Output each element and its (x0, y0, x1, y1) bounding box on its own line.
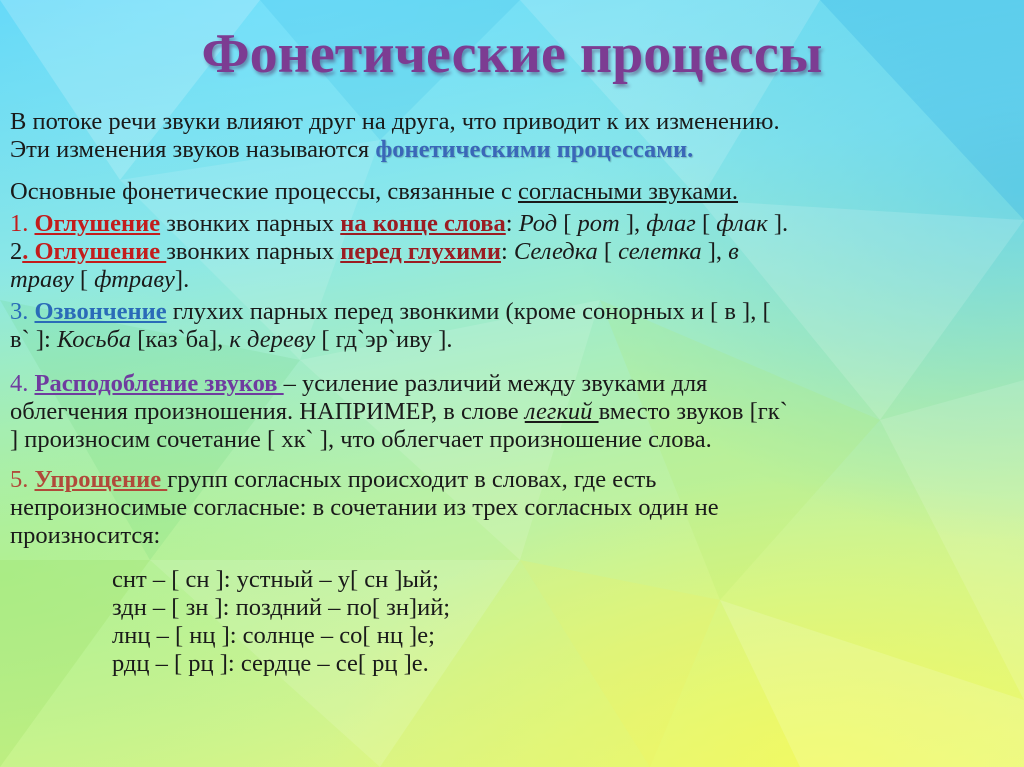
example-seledka: Селедка (513, 238, 598, 265)
example-flag: флаг (646, 210, 696, 237)
dissimilation-term: Расподобление звуков (34, 370, 284, 397)
process-3-line-2 (10, 326, 1010, 354)
transcription-gderivu: [ гд`эр`иву ]. (315, 326, 453, 353)
before-voiceless-condition: перед глухими (340, 238, 501, 265)
transcription-seletka: селетка (618, 238, 702, 265)
process-1-and-2 (10, 210, 1010, 294)
simplification-examples (112, 566, 812, 678)
example-line: рдц – [ рц ]: сердце – се[ рц ]е. (112, 650, 429, 677)
process-1-colon: : (505, 210, 519, 237)
bracket-open-2: [ (695, 210, 717, 237)
process-3-number: 3. (10, 298, 35, 325)
process-1-text: звонких парных (160, 210, 341, 237)
consonants-term: согласными звуками. (517, 178, 739, 205)
process-4-text-3: вместо звуков [гк` (598, 398, 788, 425)
process-2-line-2 (10, 266, 1010, 294)
example-line: лнц – [ нц ]: солнце – со[ нц ]е; (112, 622, 435, 649)
process-2-line (10, 238, 1010, 266)
process-4-text: – усиление различий между звуками для (283, 370, 708, 397)
process-5 (10, 466, 1010, 550)
transcription-kazba: [каз`ба], (131, 326, 230, 353)
bracket-close-4: ]. (174, 266, 190, 293)
process-5-line-2: непроизносимые согласные: в сочетании из трех согласных один не (10, 494, 719, 521)
intro-line-2 (10, 136, 1010, 164)
process-2-colon: : (500, 238, 514, 265)
example-kosba: Косьба (56, 326, 132, 353)
process-5-line-3: произносится: (10, 522, 161, 549)
bracket-close-1: ], (619, 210, 647, 237)
bracket-open-1: [ (557, 210, 578, 237)
bracket-open-3: [ (597, 238, 619, 265)
transcription-rot: рот (577, 210, 620, 237)
bracket-close-2: ]. (767, 210, 789, 237)
devoicing-term-1: Оглушение (34, 210, 161, 237)
main-processes-line (10, 178, 1010, 206)
process-4-text-2: облегчения произношения. НАПРИМЕР, в слове (10, 398, 525, 425)
bracket-close-3: ], (701, 238, 729, 265)
example-line: снт – [ сн ]: устный – у[ сн ]ый; (112, 566, 439, 593)
main-processes-paragraph (10, 178, 1010, 206)
process-4-line-1 (10, 370, 1010, 398)
process-4-number: 4. (10, 370, 35, 397)
process-4-line-2 (10, 398, 1010, 426)
intro-line-2-text: Эти изменения звуков называются (10, 136, 376, 163)
process-5-line-1 (10, 466, 1010, 494)
devoicing-term-2: . Оглушение (22, 238, 167, 265)
example-line: здн – [ зн ]: поздний – по[ зн]ий; (112, 594, 451, 621)
process-3-text: глухих парных перед звонкими (кроме сонорных и [ в ], [ (166, 298, 771, 325)
process-2-text: звонких парных (166, 238, 341, 265)
example-travu: траву (10, 266, 74, 293)
process-4 (10, 370, 1010, 454)
process-4-line-3: ] произносим сочетание [ хк` ], что облегчает произношение слова. (10, 426, 712, 453)
transcription-flak: флак (716, 210, 768, 237)
main-processes-text: Основные фонетические процессы, связанные с (10, 178, 518, 205)
bracket-open-4: [ (73, 266, 95, 293)
process-3-text-2: в` ]: (10, 326, 57, 353)
slide-title: Фонетические процессы (201, 23, 823, 85)
voicing-term: Озвончение (34, 298, 167, 325)
intro-line-1: В потоке речи звуки влияют друг на друга, что приводит к их изменению. (10, 108, 780, 135)
word-end-condition: на конце слова (340, 210, 506, 237)
process-5-number: 5. (10, 466, 35, 493)
process-5-text: групп согласных происходит в словах, где есть (167, 466, 657, 493)
process-1-number: 1. (10, 210, 35, 237)
example-legkiy: легкий (524, 398, 599, 425)
intro-paragraph (10, 108, 1010, 164)
example-v: в (728, 238, 739, 265)
transcription-ftravu: фтраву (94, 266, 175, 293)
process-1-line (10, 210, 1010, 238)
process-2-number: 2 (10, 238, 23, 265)
phonetic-processes-term: фонетическими процессами. (375, 136, 694, 163)
simplification-term: Упрощение (34, 466, 168, 493)
example-rod: Род (518, 210, 558, 237)
example-k-derevu: к дереву (229, 326, 316, 353)
process-3 (10, 298, 1010, 354)
process-3-line-1 (10, 298, 1010, 326)
